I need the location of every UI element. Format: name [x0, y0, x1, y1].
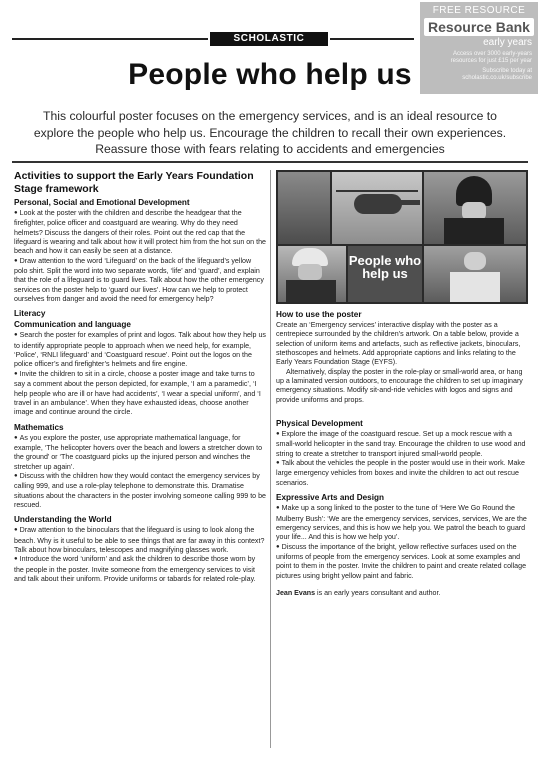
bullet-item: ● Search the poster for examples of print and logos. Talk about how they help us to identify appropriate people to approach when we need help, for example, ‘Police’, ‘RNLI lifeguard’ and ‘Coastguard rescue’. Point out the logos on the police officer’s and firefighter’s helmets and fire engine.: [14, 331, 266, 369]
resource-bank-logo: Resource Bank: [424, 18, 534, 36]
bullet-item: ● Discuss the importance of the bright, yellow reflective surfaces used on the uniforms of people from the emergency services. Look at some examples and point to them in the poster. Invite the children to paint and create related collage pictures using bright yellow paint and fabric.: [276, 543, 528, 581]
scholastic-logo: SCHOLASTIC: [210, 32, 328, 46]
right-column: [276, 170, 528, 598]
bullet-item: ● Draw attention to the binoculars that the lifeguard is using to look along the beach. Why is it useful to be able to see things that are far away in this context? Talk about how binoculars, telescopes and magnifying glasses work.: [14, 526, 266, 555]
section-title: Understanding the World: [14, 515, 112, 525]
poster-photo-helicopter: [332, 172, 422, 244]
bullet-item: ● As you explore the poster, use appropriate mathematical language, for example, ‘The helicopter hovers over the beach and lowers a stretcher down to the ground’ or ‘The coastguard picks up the injured person and winches the stretcher up again’.: [14, 434, 266, 472]
paramedic-coat: [450, 272, 500, 302]
free-resource-label: FREE RESOURCE: [432, 5, 526, 16]
police-coat: [444, 218, 504, 244]
subscribe-line: Access over 3000 early-years: [452, 51, 532, 57]
bullet-item: ● Make up a song linked to the poster to the tune of ‘Here We Go Round the Mulberry Bush’: ‘We are the emergency services, services, services, We are the emergency services, and this is how we help you. We patrol the beach to guard your life... And this is how we help you’.: [276, 504, 528, 542]
section-title: Expressive Arts and Design: [276, 493, 384, 503]
column-divider: [270, 170, 271, 748]
left-column: [14, 170, 266, 584]
section-title: Literacy: [14, 309, 46, 319]
bullet-item: ● Invite the children to sit in a circle, choose a poster image and take turns to say a comment about the person depicted, for example, ‘I am a paramedic’, ‘I help people who are ill or have had accidents’, ‘I wear a special uniform’, and ‘I travel in an ambulance’. When they have exhausted ideas, choose another image and continue around the circle.: [14, 370, 266, 418]
poster-photo-police-officer: [424, 172, 526, 244]
poster-thumbnail: [276, 170, 528, 304]
helicopter-rotor: [336, 190, 418, 192]
publisher-banner: [0, 32, 420, 46]
activities-heading: Activities to support the Early Years Foundation Stage framework: [14, 170, 254, 195]
firefighter-face: [298, 264, 322, 280]
poster-photo-coastguard: [278, 172, 330, 244]
author-byline: [276, 589, 528, 598]
section-title: Mathematics: [14, 422, 64, 432]
helicopter-body: [354, 194, 402, 214]
bullet-item: ● Talk about the vehicles the people in the poster would use in their work. Make large emergency vehicles from boxes and invite the children to act out rescue scenarios.: [276, 459, 528, 488]
subscribe-line: resources for just £15 per year: [450, 58, 532, 64]
intro-paragraph: This colourful poster focuses on the emergency services, and is an ideal resource to explore the people who help us. Encourage the children to recall their own experiences. Reassure those with fears relating to accidents and emergencies: [33, 109, 507, 156]
section-title: Physical Development: [276, 419, 363, 429]
howto-paragraph: Create an ‘Emergency services’ interactive display with the poster as a centrepiece surrounded by the children’s artwork. On a table below, provide a selection of uniform items and artefacts, such as reflective jackets, binoculars, stethoscopes and helmets. Add appropriate captions and links relating to the Early Years Foundation Stage (EYFS).: [276, 321, 521, 367]
howto-title: How to use the poster: [276, 310, 362, 319]
poster-photo-firefighter: [278, 246, 346, 302]
helicopter-tail: [396, 200, 420, 205]
subscribe-url[interactable]: scholastic.co.uk/subscribe: [462, 75, 532, 81]
bullet-item: ● Discuss with the children how they would contact the emergency services by calling 999, and use a role-play telephone to demonstrate this. Dramatise situations about the characters in the poster involving someone calling 999 to be rescued.: [14, 472, 266, 510]
early-years-label: early years: [483, 37, 532, 48]
poster-title-text: People who help us: [348, 253, 422, 281]
section-subtitle: Communication and language: [14, 320, 131, 330]
section-divider: [12, 161, 528, 163]
bullet-item: ● Introduce the word ‘uniform’ and ask the children to describe those worn by the people in the poster. Invite someone from the emergency services to visit and talk about their uniform. Provide uniforms or tabards for related role-play.: [14, 555, 266, 584]
subscribe-line: Subscribe today at: [482, 68, 532, 74]
poster-photo-paramedic: [424, 246, 526, 302]
banner-rule-right: [330, 38, 414, 40]
page-title: People who help us: [128, 58, 412, 91]
paramedic-face: [464, 252, 486, 270]
author-name: Jean Evans: [276, 588, 316, 597]
firefighter-coat: [286, 280, 336, 302]
section-title: Personal, Social and Emotional Development: [14, 198, 190, 207]
bullet-item: ● Look at the poster with the children and describe the headgear that the firefighter, police officer and coastguard are wearing. Why do they need helmets? Discuss the dangers of their roles. Point out the red cap that the lifeguard is wearing and talk about how it will protect him from the hot sun on the beach and how it can easily be seen at a distance.: [14, 209, 266, 257]
bullet-item: ● Explore the image of the coastguard rescue. Set up a mock rescue with a small-world helicopter in the sand tray. Encourage the children to use wood and string to create a stretcher to transport injured small-world people.: [276, 430, 528, 459]
bullet-item: ● Draw attention to the word ‘Lifeguard’ on the back of the lifeguard’s yellow polo shirt. Split the word into two separate words, ‘life’ and ‘guard’, and explain that the role of a lifeguard is to guard lives. Talk about how the other emergency services on the poster help to ‘guard our lives’. How can we help to protect ourselves from danger and avoid the need for emergency help?: [14, 257, 266, 305]
howto-paragraph: Alternatively, display the poster in the role-play or small-world area, or hang up a laminated version outdoors, to encourage the children to set up imaginary emergency situations. Modify sit-and-ride vehicles with logos and signs and provide uniforms and props.: [276, 367, 523, 404]
poster-title-panel: [348, 246, 422, 302]
author-description: is an early years consultant and author.: [315, 588, 441, 597]
banner-rule-left: [12, 38, 208, 40]
